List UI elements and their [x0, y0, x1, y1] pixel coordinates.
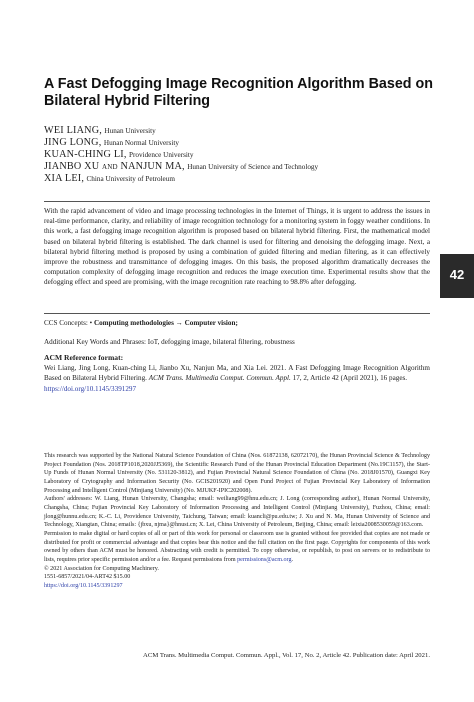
permissions-email-link[interactable]: permissions@acm.org: [237, 556, 292, 563]
abstract-top-rule: [44, 201, 430, 202]
ccs-label: CCS Concepts: •: [44, 319, 93, 327]
author-name: KUAN-CHING LI,: [44, 149, 127, 160]
ccs-concepts: [44, 318, 430, 328]
author-entry: [44, 137, 444, 149]
footnotes: [44, 452, 430, 591]
author-entry: [44, 125, 444, 137]
author-name: XIA LEI,: [44, 173, 85, 184]
author-entry: [44, 161, 444, 173]
article-number: 42: [449, 267, 465, 282]
reference-text: Wei Liang, Jing Long, Kuan-ching Li, Jianbo Xu, Nanjun Ma, and Xia Lei. 2021. A Fast Defogging Image Recognition Algorithm Based on Bilateral Hybrid Filtering.: [44, 364, 430, 383]
reference-doi-link[interactable]: https://doi.org/10.1145/3391297: [44, 384, 137, 393]
author-entry: [44, 173, 444, 185]
abstract-bottom-rule: [44, 313, 430, 314]
doi-footnote: [44, 582, 430, 591]
title-line-1: A Fast Defogging Image Recognition Algorithm Based on: [44, 76, 433, 92]
title-line-2: Bilateral Hybrid Filtering: [44, 93, 211, 109]
paper-title: [44, 76, 444, 110]
ccs-value: Computing methodologies → Computer vision;: [93, 319, 238, 327]
reference-tail: 17, 2, Article 42 (April 2021), 16 pages.: [292, 374, 408, 383]
reference-journal: ACM Trans. Multimedia Comput. Commun. Appl.: [148, 374, 291, 383]
author-affiliation: China University of Petroleum: [86, 175, 175, 183]
reference-heading: ACM Reference format:: [44, 353, 124, 362]
author-name: JIANBO XU and NANJUN MA,: [44, 161, 185, 172]
author-affiliation: Hunan University of Science and Technology: [187, 163, 319, 171]
permission-note: Permission to make digital or hard copies of all or part of this work for personal or classroom use is granted without fee provided that copies are not made or distributed for profit or commercial advantage and that copies bear this notice and the full citation on the first page. Copyrights for components of this work owned by others than ACM must be honored. Abstracting with credit is permitted. To copy otherwise, or republish, to post on servers or to redistribute to lists, requires prior specific permission and/or a fee. Request permissions from permissions@acm.org.: [44, 530, 430, 563]
keywords: Additional Key Words and Phrases: IoT, defogging image, bilateral filtering, robustness: [44, 338, 295, 346]
author-entry: [44, 149, 444, 161]
authors-addresses: Authors' addresses: W. Liang, Hunan University, Changsha; email: weiliang99@hnu.edu.cn; J. Long (corresponding author), Hunan Normal University, Changsha, China; Fujian Provincial Key Laboratory of Information Processing and Intelligent Control (Minjiang University), Fuzhou, China; email: jlong@hunnu.edu.cn; K.-C. Li, Providence University, Taichung, Taiwan; email: kuancli@pu.edu.tw; J. Xu and N. Ma, Hunan University of Science and Technology, Xiangtan, China; emails: {jbxu, njma}@hnust.cn; X. Lei, China University of Petroleum, Beijing, China; email: leixia2008530059@163.com.: [44, 496, 430, 529]
article-number-tab: [440, 254, 474, 298]
reference-format: [44, 353, 430, 394]
author-name: JING LONG,: [44, 137, 102, 148]
author-name: WEI LIANG,: [44, 125, 103, 136]
author-affiliation: Providence University: [129, 151, 194, 159]
issn-line: 1551-6857/2021/04-ART42 $15.00: [44, 574, 131, 581]
author-affiliation: Hunan Normal University: [103, 139, 179, 147]
abstract: With the rapid advancement of video and image processing technologies in the Internet of Things, it is urgent to address the issues in real-time performance, clarity, and reliability of image recognition technology for a monitoring system in foggy weather conditions. In this work, a fast defogging image recognition algorithm is proposed based on bilateral hybrid filtering. First, the mathematical model based on bilateral hybrid filtering is established. The dark channel is used for filtering and denoising the defogging image. Next, a bilateral hybrid filtering method is proposed by using a combination of guided filtering and median filtering, as it can effectively improve the robustness and transmittance of defogging images. On this basis, the proposed algorithm dramatically decreases the computation complexity of defogging image recognition and reduces the image execution time. Experimental results show that the defogging effect and speed are promising, with the image recognition rate reaching to 98.8% after defogging.: [44, 207, 430, 287]
funding-note: This research was supported by the National Natural Science Foundation of China (Nos. 61872138, 62072170), the Hunan Provincial Science & Technology Project Foundation (Nos. 2018TP1018,2020JJ5369), the Scientific Research Fund of the Hunan Provincial Education Department (No.19C1157), the Start-Up Funds of Hunan Normal University (No. 531120-3812), and Fujian Provincial Natural Science Foundation of China (No. 2018J01570), Guangxi Key Laboratory of Crytography and Information Security (No. GCIS201920) and Open Fund Project of Fujian Provincial Key Laboratory of Information Processing and Intelligent Control (Minjiang University) (No. MJUKF-IPIC202008).: [44, 453, 430, 494]
permission-text: Permission to make digital or hard copies of all or part of this work for personal or classroom use is granted without fee provided that copies are not made or distributed for profit or commercial advantage and that copies bear this notice and the full citation on the first page. Copyrights for components of this work owned by others than ACM must be honored. Abstracting with credit is permitted. To copy otherwise, or republish, to post on servers or to redistribute to lists, requires prior specific permission and/or a fee. Request permissions from: [44, 530, 430, 563]
author-list: [44, 125, 444, 185]
doi-footnote-link[interactable]: https://doi.org/10.1145/3391297: [44, 582, 123, 589]
reference-body: [44, 363, 430, 394]
author-affiliation: Hunan University: [104, 127, 156, 135]
copyright-line: © 2021 Association for Computing Machinery.: [44, 565, 159, 572]
page-footer: ACM Trans. Multimedia Comput. Commun. Appl., Vol. 17, No. 2, Article 42. Publication date: April 2021.: [143, 652, 430, 659]
